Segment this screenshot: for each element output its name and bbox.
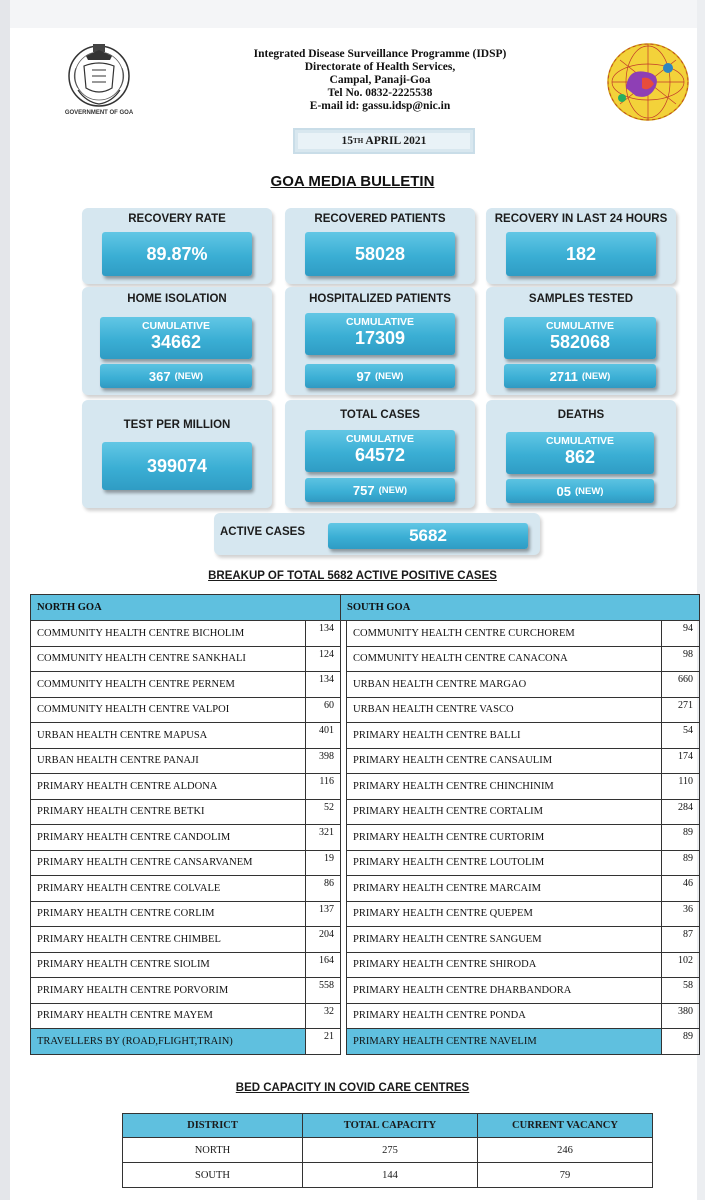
home-isolation-cumulative-tile [100,317,252,359]
south-goa-header: SOUTH GOA [341,595,700,621]
government-emblem-icon [64,38,134,118]
north-case-count: 86 [306,876,341,902]
north-case-count: 60 [306,697,341,723]
south-centre-name: PRIMARY HEALTH CENTRE DHARBANDORA [347,978,662,1004]
total-cases-new-tile [305,478,455,502]
south-centre-name: PRIMARY HEALTH CENTRE QUEPEM [347,901,662,927]
table-row [123,1163,653,1188]
north-case-count: 52 [306,799,341,825]
north-centre-name: COMMUNITY HEALTH CENTRE BICHOLIM [31,621,306,647]
table-row [31,927,700,953]
north-centre-name: URBAN HEALTH CENTRE MAPUSA [31,723,306,749]
test-per-million-tile [102,442,252,490]
recovery-24h-tile [506,232,656,276]
deaths-cumulative-label: CUMULATIVE [545,435,615,447]
south-centre-name: PRIMARY HEALTH CENTRE CURTORIM [347,825,662,851]
total-cases-cumulative-label: CUMULATIVE [345,433,415,445]
deaths-label: DEATHS [557,409,605,421]
samples-tested-label: SAMPLES TESTED [528,293,634,305]
south-centre-name: PRIMARY HEALTH CENTRE NAVELIM [347,1029,662,1055]
recovered-patients-value: 58028 [354,243,406,264]
north-case-count: 19 [306,850,341,876]
north-centre-name: PRIMARY HEALTH CENTRE PORVORIM [31,978,306,1004]
hospitalized-cumulative-tile [305,313,455,355]
samples-tested-new-tile [504,364,656,388]
south-centre-name: PRIMARY HEALTH CENTRE CHINCHINIM [347,774,662,800]
north-case-count: 32 [306,1003,341,1029]
recovery-rate-panel [82,208,272,284]
home-isolation-panel [82,287,272,395]
hospitalized-cumulative-label: CUMULATIVE [345,316,415,328]
home-isolation-new-tile [100,364,252,388]
north-case-count: 321 [306,825,341,851]
home-isolation-cumulative-label: CUMULATIVE [141,320,211,332]
total-cases-panel [285,400,475,508]
recovery-24h-value: 182 [565,243,597,264]
bed-vacancy: 79 [478,1163,653,1188]
bed-capacity-table [122,1113,653,1188]
south-case-count: 174 [662,748,700,774]
recovery-rate-tile [102,232,252,276]
deaths-panel [486,400,676,508]
bed-district: SOUTH [123,1163,303,1188]
home-isolation-cumulative-value: 34662 [150,332,202,352]
north-centre-name: PRIMARY HEALTH CENTRE CANDOLIM [31,825,306,851]
samples-tested-cumulative-value: 582068 [549,332,611,352]
table-row [31,774,700,800]
test-per-million-value: 399074 [146,455,208,476]
recovery-24h-label: RECOVERY IN LAST 24 HOURS [494,213,668,225]
south-centre-name: PRIMARY HEALTH CENTRE SANGUEM [347,927,662,953]
north-case-count: 137 [306,901,341,927]
active-cases-panel [214,513,540,555]
north-centre-name: PRIMARY HEALTH CENTRE BETKI [31,799,306,825]
recovery-rate-label: RECOVERY RATE [128,213,226,225]
north-centre-name: COMMUNITY HEALTH CENTRE SANKHALI [31,646,306,672]
bed-total: 275 [303,1138,478,1163]
breakup-header-row [31,595,700,621]
south-centre-name: PRIMARY HEALTH CENTRE PONDA [347,1003,662,1029]
south-case-count: 58 [662,978,700,1004]
south-case-count: 54 [662,723,700,749]
south-case-count: 36 [662,901,700,927]
table-row [31,952,700,978]
test-per-million-panel [82,400,272,508]
hospitalized-new-value: 97 [356,368,371,384]
north-case-count: 398 [306,748,341,774]
north-case-count: 164 [306,952,341,978]
north-case-count: 558 [306,978,341,1004]
north-case-count: 116 [306,774,341,800]
hospitalized-panel [285,287,475,395]
header-text [150,48,610,113]
table-row [31,825,700,851]
samples-tested-new-label: (NEW) [581,370,611,382]
table-row [31,672,700,698]
home-isolation-new-label: (NEW) [174,370,204,382]
recovered-patients-label: RECOVERED PATIENTS [314,213,446,225]
north-centre-name: PRIMARY HEALTH CENTRE ALDONA [31,774,306,800]
south-centre-name: PRIMARY HEALTH CENTRE MARCAIM [347,876,662,902]
samples-tested-cumulative-label: CUMULATIVE [545,320,615,332]
table-row [31,1003,700,1029]
bed-capacity-title: BED CAPACITY IN COVID CARE CENTRES [235,1082,470,1094]
south-case-count: 87 [662,927,700,953]
table-row [31,1029,700,1055]
active-cases-label: ACTIVE CASES [220,526,305,538]
north-centre-name: COMMUNITY HEALTH CENTRE VALPOI [31,697,306,723]
south-centre-name: URBAN HEALTH CENTRE MARGAO [347,672,662,698]
south-case-count: 89 [662,825,700,851]
bed-header-row [123,1114,653,1138]
header-org-name: Integrated Disease Surveillance Programme (IDSP) [253,48,507,60]
header-directorate: Directorate of Health Services, [304,61,456,73]
breakup-body [31,621,700,1055]
total-cases-new-value: 757 [352,482,375,498]
home-isolation-new-value: 367 [148,368,171,384]
south-centre-name: PRIMARY HEALTH CENTRE SHIRODA [347,952,662,978]
south-case-count: 380 [662,1003,700,1029]
south-case-count: 110 [662,774,700,800]
north-case-count: 204 [306,927,341,953]
deaths-new-tile [506,479,654,503]
table-row [31,876,700,902]
bulletin-title: GOA MEDIA BULLETIN [270,173,435,190]
active-cases-value: 5682 [409,526,447,545]
south-centre-name: URBAN HEALTH CENTRE VASCO [347,697,662,723]
breakup-title: BREAKUP OF TOTAL 5682 ACTIVE POSITIVE CASES [208,570,497,582]
header-phone: Tel No. 0832-2225538 [327,87,433,99]
north-centre-name: PRIMARY HEALTH CENTRE MAYEM [31,1003,306,1029]
south-case-count: 46 [662,876,700,902]
deaths-cumulative-value: 862 [564,447,596,467]
samples-tested-panel [486,287,676,395]
north-centre-name: PRIMARY HEALTH CENTRE CHIMBEL [31,927,306,953]
deaths-new-value: 05 [556,483,571,499]
table-row [31,799,700,825]
south-case-count: 102 [662,952,700,978]
table-row [31,748,700,774]
deaths-new-label: (NEW) [574,485,604,497]
hospitalized-label: HOSPITALIZED PATIENTS [309,293,451,305]
south-centre-name: PRIMARY HEALTH CENTRE BALLI [347,723,662,749]
north-case-count: 21 [306,1029,341,1055]
table-row [31,621,700,647]
north-centre-name: URBAN HEALTH CENTRE PANAJI [31,748,306,774]
recovered-patients-tile [305,232,455,276]
south-centre-name: PRIMARY HEALTH CENTRE LOUTOLIM [347,850,662,876]
bed-header-total: TOTAL CAPACITY [303,1114,478,1138]
hospitalized-new-tile [305,364,455,388]
total-cases-cumulative-value: 64572 [354,445,406,465]
north-centre-name: PRIMARY HEALTH CENTRE SIOLIM [31,952,306,978]
table-row [31,723,700,749]
date-day: 15 [341,135,354,147]
home-isolation-label: HOME ISOLATION [127,293,227,305]
south-centre-name: PRIMARY HEALTH CENTRE CORTALIM [347,799,662,825]
table-row [123,1138,653,1163]
deaths-cumulative-tile [506,432,654,474]
north-case-count: 401 [306,723,341,749]
north-case-count: 134 [306,621,341,647]
north-centre-name: COMMUNITY HEALTH CENTRE PERNEM [31,672,306,698]
south-case-count: 271 [662,697,700,723]
south-centre-name: COMMUNITY HEALTH CENTRE CURCHOREM [347,621,662,647]
bed-district: NORTH [123,1138,303,1163]
north-goa-header: NORTH GOA [31,595,341,621]
bulletin-date [293,128,475,154]
south-case-count: 98 [662,646,700,672]
recovery-rate-value: 89.87% [146,243,208,264]
south-centre-name: PRIMARY HEALTH CENTRE CANSAULIM [347,748,662,774]
hospitalized-new-label: (NEW) [374,370,404,382]
total-cases-new-label: (NEW) [378,484,408,496]
total-cases-label: TOTAL CASES [340,409,420,421]
emblem-caption: GOVERNMENT OF GOA [64,110,134,116]
table-row [31,978,700,1004]
north-centre-name: PRIMARY HEALTH CENTRE CANSARVANEM [31,850,306,876]
samples-tested-cumulative-tile [504,317,656,359]
date-month-year: APRIL 2021 [363,135,427,147]
north-centre-name: PRIMARY HEALTH CENTRE CORLIM [31,901,306,927]
south-centre-name: COMMUNITY HEALTH CENTRE CANACONA [347,646,662,672]
south-case-count: 89 [662,1029,700,1055]
active-cases-breakup-table [30,594,700,1055]
table-row [31,901,700,927]
south-case-count: 660 [662,672,700,698]
recovered-patients-panel [285,208,475,284]
north-case-count: 124 [306,646,341,672]
south-case-count: 284 [662,799,700,825]
header-email: E-mail id: gassu.idsp@nic.in [309,100,451,112]
north-case-count: 134 [306,672,341,698]
bed-header-vacancy: CURRENT VACANCY [478,1114,653,1138]
total-cases-cumulative-tile [305,430,455,472]
south-case-count: 89 [662,850,700,876]
table-row [31,850,700,876]
test-per-million-label: TEST PER MILLION [123,419,231,431]
hospitalized-cumulative-value: 17309 [354,328,406,348]
idsp-logo-icon [598,38,694,126]
table-row [31,697,700,723]
date-suffix: TH [353,137,364,145]
north-centre-name: TRAVELLERS BY (ROAD,FLIGHT,TRAIN) [31,1029,306,1055]
table-row [31,646,700,672]
south-case-count: 94 [662,621,700,647]
recovery-24h-panel [486,208,676,284]
samples-tested-new-value: 2711 [549,368,578,384]
bed-total: 144 [303,1163,478,1188]
north-centre-name: PRIMARY HEALTH CENTRE COLVALE [31,876,306,902]
header-address: Campal, Panaji-Goa [329,74,431,86]
active-cases-tile [328,523,528,549]
page-top-margin [0,0,705,28]
bed-vacancy: 246 [478,1138,653,1163]
bed-header-district: DISTRICT [123,1114,303,1138]
